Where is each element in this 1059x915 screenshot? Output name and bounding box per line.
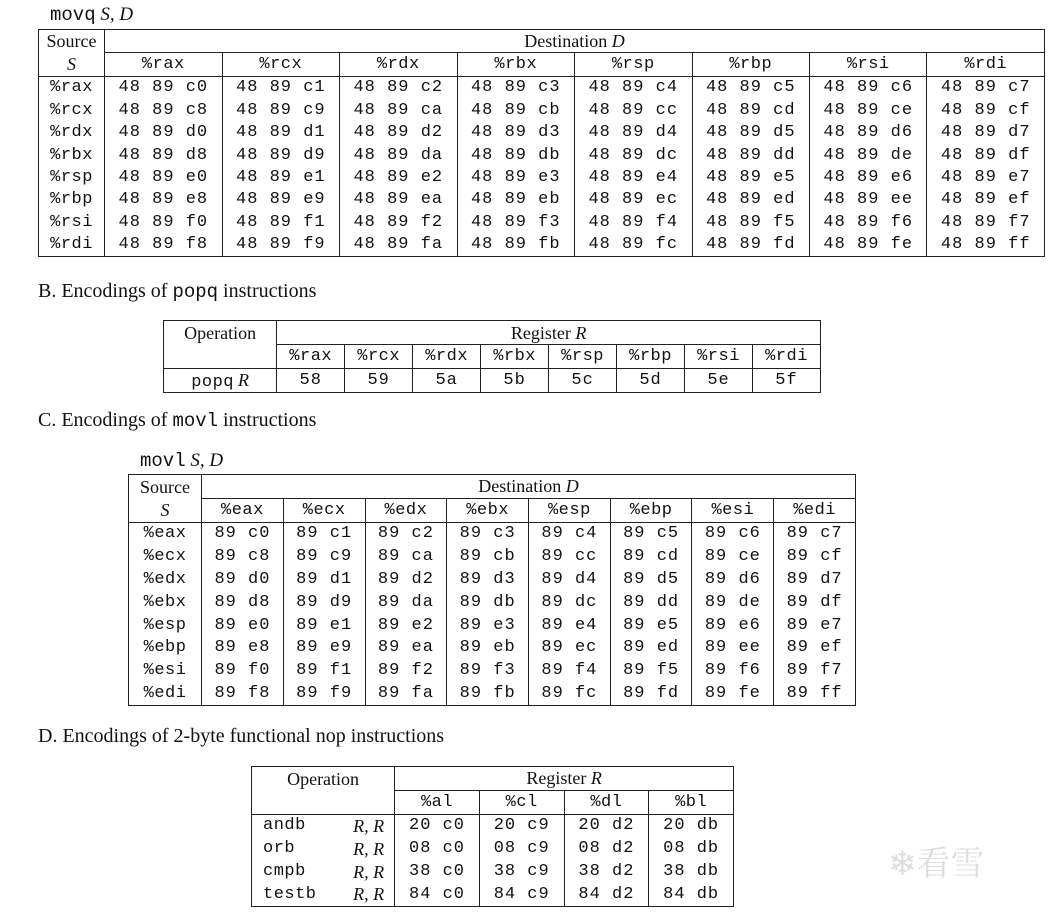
encoding-cell: 89 ec [529,637,611,660]
encoding-cell: 89 d7 [774,568,856,591]
encoding-cell: 48 89 fa [340,234,457,257]
encoding-cell: 89 c2 [365,522,447,545]
encoding-cell: 89 c8 [202,545,284,568]
encoding-cell: 89 cc [529,545,611,568]
encoding-cell: 89 f1 [283,659,365,682]
encoding-cell: 89 f4 [529,659,611,682]
table-row [39,234,1045,257]
caption-code: popq [172,281,219,303]
movq-encoding-table [38,29,1045,257]
column-header: %edi [774,498,856,522]
encoding-cell: 48 89 e2 [340,166,457,188]
encoding-cell: 89 de [692,591,774,614]
encoding-cell: 89 fe [692,682,774,705]
table-row [164,369,821,393]
encoding-cell: 48 89 d9 [222,144,339,166]
column-header: %rdx [340,53,457,76]
encoding-cell: 48 89 cd [692,99,809,121]
encoding-cell: 89 ed [610,637,692,660]
encoding-cell: 48 89 f4 [575,211,692,233]
nop-encoding-table [251,766,734,907]
caption-suffix: instructions [218,280,317,302]
encoding-cell: 89 e3 [447,614,529,637]
encoding-cell: 89 c9 [283,545,365,568]
encoding-cell: 48 89 ce [810,99,927,121]
encoding-cell: 89 ee [692,637,774,660]
column-header: %cl [479,790,564,814]
encoding-cell: 48 89 c0 [105,76,222,99]
encoding-cell: 48 89 df [927,144,1045,166]
row-register: %esi [143,661,187,681]
movl-encoding-table [128,474,856,706]
operation-header: Operation [184,322,257,343]
encoding-cell: 48 89 da [340,144,457,166]
encoding-cell: 89 e8 [202,637,284,660]
section-c-caption [38,409,316,432]
encoding-cell: 89 da [365,591,447,614]
row-register: %eax [143,524,187,544]
operation-header: Operation [287,768,360,789]
column-header: %esp [529,498,611,522]
encoding-cell: 84 db [649,883,734,906]
row-register: %rsi [50,212,93,232]
encoding-cell: 89 e5 [610,614,692,637]
row-register: %esp [143,615,187,635]
encoding-cell: 08 c0 [395,837,480,860]
row-register: %edx [143,570,187,590]
table-row [39,122,1045,144]
column-header: %ecx [283,498,365,522]
encoding-cell: 89 f5 [610,659,692,682]
popq-encoding-table [163,320,821,393]
encoding-cell: 48 89 db [457,144,574,166]
row-register: %ecx [143,547,187,567]
encoding-cell: 48 89 fe [810,234,927,257]
encoding-cell: 48 89 d0 [105,122,222,144]
column-header: %dl [564,790,649,814]
header-row [39,30,1045,53]
encoding-cell: 89 d4 [529,568,611,591]
encoding-cell: 58 [277,369,345,393]
encoding-cell: 89 d8 [202,591,284,614]
column-header: %rax [277,345,345,369]
header-symbol: D [565,476,579,497]
table-row [129,659,856,682]
encoding-cell: 20 d2 [564,814,649,837]
encoding-cell: 89 d3 [447,568,529,591]
encoding-cell: 89 d5 [610,568,692,591]
encoding-cell: 48 89 d5 [692,122,809,144]
encoding-cell: 48 89 f0 [105,211,222,233]
encoding-cell: 5e [685,369,753,393]
encoding-cell: 89 d6 [692,568,774,591]
column-header: %rbx [481,345,549,369]
encoding-cell: 89 fa [365,682,447,705]
column-header: %rbx [457,53,574,76]
column-header: %rsi [810,53,927,76]
row-operation: cmpb [263,862,306,882]
encoding-cell: 48 89 d3 [457,122,574,144]
encoding-cell: 48 89 e8 [105,189,222,211]
encoding-cell: 89 c3 [447,522,529,545]
row-register: %ebx [143,592,187,612]
encoding-cell: 89 e1 [283,614,365,637]
encoding-cell: 89 f9 [283,682,365,705]
table-row [39,166,1045,188]
encoding-cell: 89 d0 [202,568,284,591]
column-header: %rdi [753,345,821,369]
column-header-row [252,790,734,814]
encoding-cell: 48 89 c4 [575,76,692,99]
encoding-cell: 89 c0 [202,522,284,545]
encoding-cell: 89 e6 [692,614,774,637]
column-header: %al [395,790,480,814]
row-args: R, R [353,815,385,836]
encoding-cell: 59 [345,369,413,393]
op-arg: R [238,369,250,390]
caption-prefix: B. Encodings of [38,280,173,302]
encoding-cell: 48 89 ec [575,189,692,211]
column-header: %rbp [617,345,685,369]
encoding-cell: 48 89 e4 [575,166,692,188]
encoding-cell: 48 89 c2 [340,76,457,99]
header-symbol: R [590,768,602,789]
column-header: %rbp [692,53,809,76]
row-register: %ebp [143,638,187,658]
row-register: %rsp [50,168,93,188]
row-register: %rbx [50,145,93,165]
header-word: Destination [478,476,566,497]
encoding-cell: 48 89 c6 [810,76,927,99]
encoding-cell: 89 cb [447,545,529,568]
encoding-cell: 89 c7 [774,522,856,545]
encoding-cell: 89 ca [365,545,447,568]
encoding-cell: 08 c9 [479,837,564,860]
column-header: %rdx [413,345,481,369]
encoding-cell: 89 f6 [692,659,774,682]
row-args: R, R [353,884,385,905]
encoding-cell: 89 df [774,591,856,614]
encoding-cell: 89 db [447,591,529,614]
encoding-cell: 89 f7 [774,659,856,682]
caption-prefix: C. Encodings of [38,409,173,431]
table-row [129,614,856,637]
encoding-cell: 48 89 d4 [575,122,692,144]
register-header [277,321,821,345]
table-row [129,591,856,614]
encoding-cell: 38 c0 [395,860,480,883]
column-header-row [129,498,856,522]
encoding-cell: 89 cd [610,545,692,568]
row-args: R, R [353,861,385,882]
header-word: Register [526,768,591,789]
section-a-label [50,4,133,26]
table-row [129,637,856,660]
column-header: %rdi [927,53,1045,76]
encoding-cell: 48 89 ea [340,189,457,211]
destination-header [105,30,1045,53]
header-row [164,321,821,345]
encoding-cell: 48 89 ff [927,234,1045,257]
encoding-cell: 48 89 ca [340,99,457,121]
row-register: %edi [143,684,187,704]
row-operation [164,369,277,393]
encoding-cell: 48 89 c7 [927,76,1045,99]
caption-suffix: instructions [218,409,317,431]
encoding-cell: 48 89 ed [692,189,809,211]
encoding-cell: 48 89 f5 [692,211,809,233]
source-symbol: S [39,53,105,76]
encoding-cell: 48 89 f7 [927,211,1045,233]
encoding-cell: 38 c9 [479,860,564,883]
encoding-cell: 08 db [649,837,734,860]
encoding-cell: 89 ea [365,637,447,660]
column-header: %rcx [345,345,413,369]
encoding-cell: 48 89 e7 [927,166,1045,188]
encoding-cell: 48 89 ef [927,189,1045,211]
table-row [129,568,856,591]
column-header: %esi [692,498,774,522]
header-symbol: R [575,322,587,343]
encoding-cell: 89 c4 [529,522,611,545]
encoding-cell: 48 89 f1 [222,211,339,233]
encoding-cell: 48 89 c9 [222,99,339,121]
section-d-caption: D. Encodings of 2-byte functional nop instructions [38,725,445,747]
table-row [39,99,1045,121]
column-header: %rsp [575,53,692,76]
encoding-cell: 89 ce [692,545,774,568]
destination-header [202,475,856,499]
column-header: %ebp [610,498,692,522]
table-row [252,814,734,837]
encoding-cell: 5c [549,369,617,393]
encoding-cell: 89 f2 [365,659,447,682]
table-row [129,545,856,568]
encoding-cell: 89 fb [447,682,529,705]
encoding-cell: 08 d2 [564,837,649,860]
encoding-cell: 48 89 c1 [222,76,339,99]
header-row [252,767,734,791]
table-row [129,682,856,705]
encoding-cell: 89 ff [774,682,856,705]
caption-code: movl [172,410,219,432]
column-header: %rax [105,53,222,76]
encoding-cell: 48 89 e6 [810,166,927,188]
header-row [129,475,856,499]
encoding-cell: 48 89 d7 [927,122,1045,144]
encoding-cell: 89 e7 [774,614,856,637]
source-symbol: S [129,498,202,522]
encoding-cell: 89 fd [610,682,692,705]
row-register: %rdx [50,123,93,143]
movl-operands: S, D [190,450,224,471]
operation-spacer [164,345,277,369]
encoding-cell: 48 89 f8 [105,234,222,257]
encoding-cell: 89 e0 [202,614,284,637]
table-row [39,76,1045,99]
encoding-cell: 48 89 c8 [105,99,222,121]
encoding-cell: 48 89 d6 [810,122,927,144]
encoding-cell: 48 89 e9 [222,189,339,211]
encoding-cell: 48 89 f3 [457,211,574,233]
encoding-cell: 5f [753,369,821,393]
column-header: %rcx [222,53,339,76]
encoding-cell: 89 d2 [365,568,447,591]
table-row [39,211,1045,233]
column-header: %ebx [447,498,529,522]
section-c-label [140,450,223,472]
column-header: %eax [202,498,284,522]
encoding-cell: 48 89 cb [457,99,574,121]
encoding-cell: 48 89 dc [575,144,692,166]
table-row [39,189,1045,211]
encoding-cell: 38 db [649,860,734,883]
row-register: %rbp [50,190,93,210]
column-header-row [39,53,1045,76]
op-mnemonic: popq [191,372,235,392]
encoding-cell: 48 89 fc [575,234,692,257]
row-operation: orb [263,839,296,859]
column-header: %rsp [549,345,617,369]
operation-spacer [252,790,395,814]
encoding-cell: 89 dd [610,591,692,614]
encoding-cell: 89 f3 [447,659,529,682]
encoding-cell: 5b [481,369,549,393]
encoding-cell: 20 c0 [395,814,480,837]
column-header: %edx [365,498,447,522]
row-register: %rcx [50,100,93,120]
table-row [252,837,734,860]
encoding-cell: 48 89 dd [692,144,809,166]
header-symbol: D [611,31,625,52]
encoding-cell: 84 c0 [395,883,480,906]
encoding-cell: 38 d2 [564,860,649,883]
encoding-cell: 48 89 f2 [340,211,457,233]
encoding-cell: 20 db [649,814,734,837]
encoding-cell: 48 89 e5 [692,166,809,188]
encoding-cell: 89 eb [447,637,529,660]
row-register: %rdi [50,235,93,255]
register-header [395,767,734,791]
watermark [888,836,985,885]
encoding-cell: 48 89 d1 [222,122,339,144]
encoding-cell: 48 89 e0 [105,166,222,188]
encoding-cell: 89 e9 [283,637,365,660]
encoding-cell: 48 89 e1 [222,166,339,188]
encoding-cell: 89 cf [774,545,856,568]
encoding-cell: 89 f0 [202,659,284,682]
encoding-cell: 89 dc [529,591,611,614]
encoding-cell: 48 89 fd [692,234,809,257]
movl-mnemonic: movl [140,450,186,472]
encoding-cell: 89 fc [529,682,611,705]
encoding-cell: 89 d9 [283,591,365,614]
encoding-cell: 48 89 ee [810,189,927,211]
encoding-cell: 5a [413,369,481,393]
encoding-cell: 89 c5 [610,522,692,545]
snowflake-icon: ❄ [888,844,917,884]
encoding-cell: 89 e4 [529,614,611,637]
table-row [252,860,734,883]
encoding-cell: 48 89 fb [457,234,574,257]
encoding-cell: 48 89 f9 [222,234,339,257]
encoding-cell: 48 89 c3 [457,76,574,99]
encoding-cell: 48 89 f6 [810,211,927,233]
encoding-cell: 89 d1 [283,568,365,591]
row-operation: testb [263,884,317,904]
encoding-cell: 48 89 d2 [340,122,457,144]
row-register: %rax [50,78,93,98]
row-args: R, R [353,838,385,859]
row-operation: andb [263,816,306,836]
encoding-cell: 48 89 e3 [457,166,574,188]
encoding-cell: 89 c6 [692,522,774,545]
encoding-cell: 48 89 c5 [692,76,809,99]
encoding-cell: 48 89 d8 [105,144,222,166]
encoding-cell: 5d [617,369,685,393]
movq-mnemonic: movq [50,4,96,26]
header-word: Register [510,322,576,343]
encoding-cell: 48 89 de [810,144,927,166]
column-header: %rsi [685,345,753,369]
source-header: Source [140,476,191,497]
table-row [252,883,734,906]
movq-operands: S, D [100,4,134,25]
table-row [39,144,1045,166]
encoding-cell: 89 e2 [365,614,447,637]
encoding-cell: 48 89 cc [575,99,692,121]
encoding-cell: 84 c9 [479,883,564,906]
encoding-cell: 48 89 cf [927,99,1045,121]
source-header: Source [46,31,97,52]
encoding-cell: 20 c9 [479,814,564,837]
encoding-cell: 89 ef [774,637,856,660]
encoding-cell: 89 c1 [283,522,365,545]
encoding-cell: 89 f8 [202,682,284,705]
encoding-cell: 48 89 eb [457,189,574,211]
column-header: %bl [649,790,734,814]
header-word: Destination [524,31,612,52]
encoding-cell: 84 d2 [564,883,649,906]
column-header-row [164,345,821,369]
table-row [129,522,856,545]
section-b-caption [38,280,316,303]
watermark-text: 看雪 [916,844,985,884]
